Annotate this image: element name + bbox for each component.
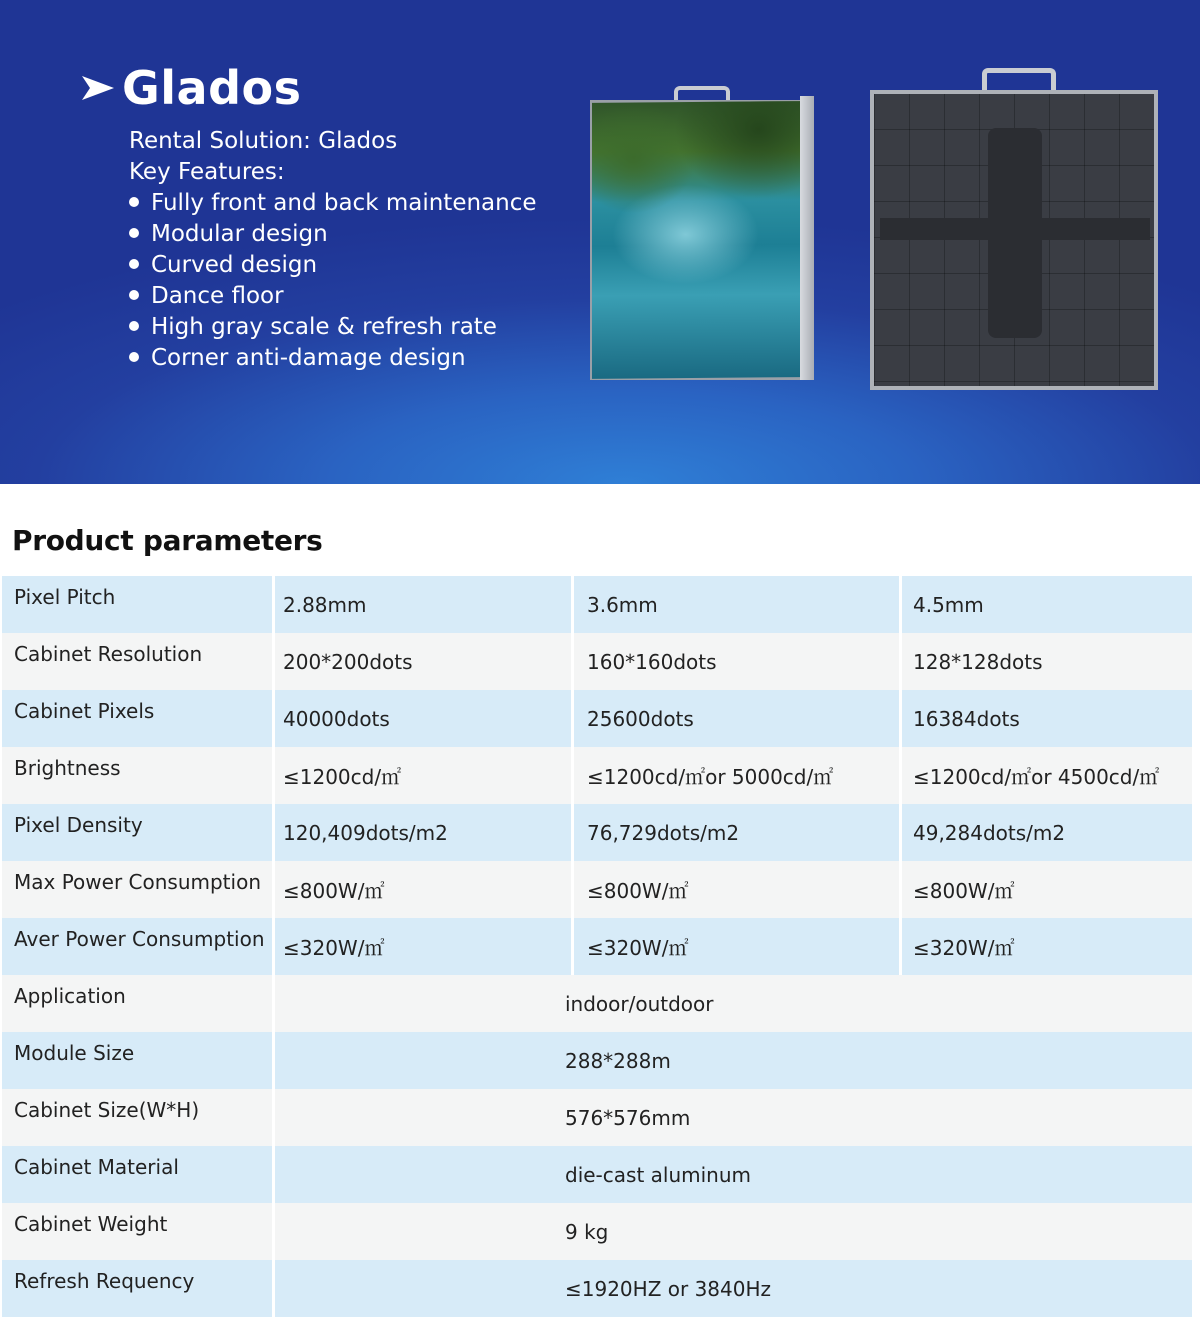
feature-item: Curved design [129, 250, 537, 281]
table-row [2, 576, 1192, 633]
param-label: Cabinet Material [2, 1146, 272, 1203]
param-value: 3.6mm [574, 576, 899, 633]
param-value: 2.88mm [275, 576, 571, 633]
feature-item: Fully front and back maintenance [129, 188, 537, 219]
led-panel-front-image [586, 86, 826, 382]
table-row [2, 918, 1192, 975]
product-title [80, 58, 301, 118]
feature-item: Corner anti-damage design [129, 343, 537, 374]
param-label: Cabinet Size(W*H) [2, 1089, 272, 1146]
section-title: Product parameters [12, 524, 323, 557]
param-value: ≤800W/㎡ [574, 861, 899, 918]
param-label: Pixel Density [2, 804, 272, 861]
arrow-right-icon [80, 70, 116, 106]
feature-item: High gray scale & refresh rate [129, 312, 537, 343]
param-value: 4.5mm [902, 576, 1192, 633]
feature-item: Dance floor [129, 281, 537, 312]
param-label: Brightness [2, 747, 272, 804]
hero-subtitle: Rental Solution: Glados [129, 128, 398, 154]
features-list [129, 188, 537, 374]
table-row [2, 1203, 1192, 1260]
param-value: ≤1200cd/㎡or 5000cd/㎡ [574, 747, 899, 804]
param-value: ≤320W/㎡ [902, 918, 1192, 975]
product-name: Glados [122, 61, 302, 115]
param-value: ≤1920HZ or 3840Hz [275, 1260, 1192, 1317]
param-value: 200*200dots [275, 633, 571, 690]
bullet-icon [129, 290, 139, 300]
param-value: 160*160dots [574, 633, 899, 690]
param-value: 76,729dots/m2 [574, 804, 899, 861]
param-value: ≤1200cd/㎡or 4500cd/㎡ [902, 747, 1192, 804]
led-panel-back-image [858, 68, 1170, 388]
param-value: 25600dots [574, 690, 899, 747]
param-value: 16384dots [902, 690, 1192, 747]
param-value: die-cast aluminum [275, 1146, 1192, 1203]
bullet-icon [129, 352, 139, 362]
param-value: ≤320W/㎡ [275, 918, 571, 975]
param-label: Cabinet Weight [2, 1203, 272, 1260]
table-row [2, 690, 1192, 747]
param-value: ≤320W/㎡ [574, 918, 899, 975]
param-value: 40000dots [275, 690, 571, 747]
feature-item: Modular design [129, 219, 537, 250]
param-value: 288*288m [275, 1032, 1192, 1089]
param-value: ≤800W/㎡ [275, 861, 571, 918]
param-label: Pixel Pitch [2, 576, 272, 633]
table-row [2, 633, 1192, 690]
bullet-icon [129, 321, 139, 331]
params-table [0, 576, 1195, 1317]
param-label: Max Power Consumption [2, 861, 272, 918]
table-row [2, 1089, 1192, 1146]
param-value: indoor/outdoor [275, 975, 1192, 1032]
param-label: Application [2, 975, 272, 1032]
param-value: 128*128dots [902, 633, 1192, 690]
table-row [2, 861, 1192, 918]
param-value: 9 kg [275, 1203, 1192, 1260]
param-value: ≤1200cd/㎡ [275, 747, 571, 804]
table-row [2, 747, 1192, 804]
table-row [2, 1146, 1192, 1203]
panel-screen-landscape [592, 101, 800, 379]
param-label: Refresh Requency [2, 1260, 272, 1317]
table-row [2, 1260, 1192, 1317]
param-value: 120,409dots/m2 [275, 804, 571, 861]
bullet-icon [129, 228, 139, 238]
param-label: Module Size [2, 1032, 272, 1089]
table-row [2, 804, 1192, 861]
table-row [2, 1032, 1192, 1089]
param-value: ≤800W/㎡ [902, 861, 1192, 918]
hero-banner [0, 0, 1200, 484]
param-label: Cabinet Pixels [2, 690, 272, 747]
features-heading: Key Features: [129, 159, 285, 185]
param-label: Cabinet Resolution [2, 633, 272, 690]
param-label: Aver Power Consumption [2, 918, 272, 975]
hero-description [129, 126, 537, 374]
param-value: 49,284dots/m2 [902, 804, 1192, 861]
bullet-icon [129, 197, 139, 207]
bullet-icon [129, 259, 139, 269]
param-value: 576*576mm [275, 1089, 1192, 1146]
table-row [2, 975, 1192, 1032]
